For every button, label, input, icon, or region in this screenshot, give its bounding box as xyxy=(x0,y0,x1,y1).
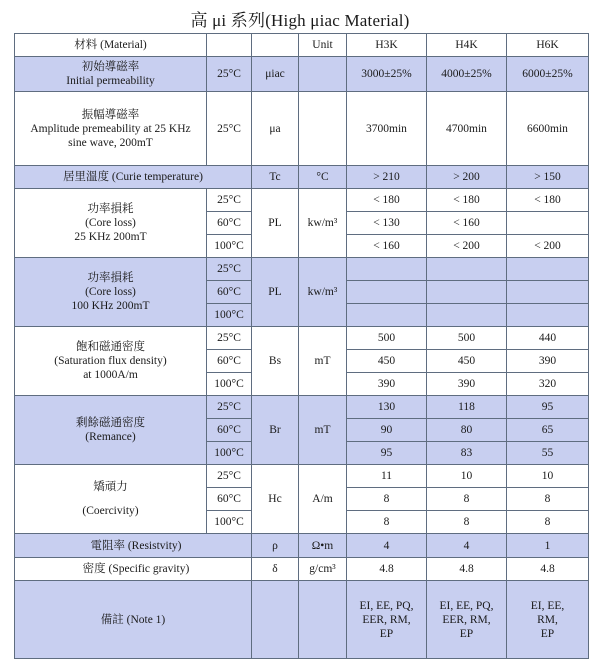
initial-unit: μiac xyxy=(252,57,299,92)
saturation-temp: 60°C xyxy=(207,350,252,373)
header-h3k: H3K xyxy=(347,34,427,57)
note-h3k-line: EER, RM, xyxy=(362,613,411,626)
resistivity-unit: Ω•m xyxy=(299,534,347,558)
blank-cell xyxy=(299,57,347,92)
header-blank xyxy=(207,34,252,57)
saturation-label-en1: (Saturation flux density) xyxy=(54,355,167,367)
resistivity-h6k: 1 xyxy=(507,534,589,558)
coercivity-h3k: 8 xyxy=(347,488,427,511)
remanence-label-cn: 剩餘磁通密度 xyxy=(76,417,145,429)
initial-h3k: 3000±25% xyxy=(347,57,427,92)
coercivity-h3k: 11 xyxy=(347,465,427,488)
loss100-temp: 60°C xyxy=(207,281,252,304)
curie-label: 居里溫度 (Curie temperature) xyxy=(15,166,252,189)
table-row xyxy=(15,465,589,488)
loss25-label-en2: 25 KHz 200mT xyxy=(74,231,147,243)
saturation-h6k: 390 xyxy=(507,350,589,373)
header-unit: Unit xyxy=(299,34,347,57)
initial-h4k: 4000±25% xyxy=(427,57,507,92)
amplitude-label-cn: 振幅導磁率 xyxy=(81,108,140,121)
loss100-h4k xyxy=(427,304,507,327)
note-h4k-line: EI, EE, PQ, xyxy=(439,599,494,612)
amplitude-h4k: 4700min xyxy=(427,92,507,166)
loss25-h6k: < 200 xyxy=(507,235,589,258)
remanence-symbol: Br xyxy=(252,396,299,465)
remanence-h4k: 118 xyxy=(427,396,507,419)
coercivity-h6k: 8 xyxy=(507,511,589,534)
loss100-temp: 25°C xyxy=(207,258,252,281)
coercivity-temp: 25°C xyxy=(207,465,252,488)
loss25-symbol: PL xyxy=(252,189,299,258)
remanence-h4k: 80 xyxy=(427,419,507,442)
remanence-label-en: (Remance) xyxy=(85,431,136,443)
resistivity-label: 電阻率 (Resistvity) xyxy=(15,534,252,558)
blank-cell xyxy=(299,581,347,659)
loss25-h4k: < 180 xyxy=(427,189,507,212)
coercivity-temp: 60°C xyxy=(207,488,252,511)
table-row xyxy=(15,92,589,166)
amplitude-label-en2: sine wave, 200mT xyxy=(68,136,153,149)
note-label: 備註 (Note 1) xyxy=(15,581,252,659)
coercivity-h6k: 10 xyxy=(507,465,589,488)
loss25-label-cn: 功率損耗 xyxy=(87,203,134,215)
table-row xyxy=(15,396,589,419)
loss25-h3k: < 130 xyxy=(347,212,427,235)
note-h3k-line: EI, EE, PQ, xyxy=(359,599,414,612)
coercivity-temp: 100°C xyxy=(207,511,252,534)
coercivity-symbol: Hc xyxy=(252,465,299,534)
note-h4k xyxy=(427,581,507,659)
note-h3k-line: EP xyxy=(379,627,394,640)
note-h6k-line: RM, xyxy=(537,613,558,626)
amplitude-label-en1: Amplitude premeability at 25 KHz xyxy=(30,122,191,135)
amplitude-temp: 25°C xyxy=(207,92,252,166)
loss25-h4k: < 160 xyxy=(427,212,507,235)
header-row xyxy=(15,34,589,57)
table-row xyxy=(15,534,589,558)
coercivity-h4k: 10 xyxy=(427,465,507,488)
amplitude-unit: μa xyxy=(252,92,299,166)
saturation-unit: mT xyxy=(299,327,347,396)
table-row xyxy=(15,581,589,659)
loss25-h4k: < 200 xyxy=(427,235,507,258)
curie-unit: °C xyxy=(299,166,347,189)
table-row xyxy=(15,189,589,212)
remanence-h3k: 90 xyxy=(347,419,427,442)
saturation-h4k: 390 xyxy=(427,373,507,396)
density-label: 密度 (Specific gravity) xyxy=(15,558,252,581)
table-row xyxy=(15,57,589,92)
coercivity-label xyxy=(15,465,207,534)
loss100-h3k xyxy=(347,304,427,327)
header-h6k: H6K xyxy=(507,34,589,57)
density-unit: g/cm³ xyxy=(299,558,347,581)
coercivity-h4k: 8 xyxy=(427,511,507,534)
loss100-h6k xyxy=(507,304,589,327)
coercivity-unit: A/m xyxy=(299,465,347,534)
coercivity-label-cn: 矯頑力 xyxy=(93,481,128,493)
initial-permeability-label xyxy=(15,57,207,92)
loss100-label-cn: 功率損耗 xyxy=(87,272,134,284)
note-h4k-line: EER, RM, xyxy=(442,613,491,626)
initial-label-cn: 初始導磁率 xyxy=(81,61,140,73)
header-blank xyxy=(252,34,299,57)
table-row xyxy=(15,258,589,281)
loss25-h3k: < 160 xyxy=(347,235,427,258)
loss25-temp: 25°C xyxy=(207,189,252,212)
amplitude-h6k: 6600min xyxy=(507,92,589,166)
loss100-h6k xyxy=(507,281,589,304)
loss25-unit: kw/m³ xyxy=(299,189,347,258)
initial-temp: 25°C xyxy=(207,57,252,92)
saturation-h4k: 450 xyxy=(427,350,507,373)
saturation-h4k: 500 xyxy=(427,327,507,350)
loss100-label xyxy=(15,258,207,327)
density-h3k: 4.8 xyxy=(347,558,427,581)
saturation-h3k: 500 xyxy=(347,327,427,350)
saturation-h6k: 440 xyxy=(507,327,589,350)
loss25-temp: 60°C xyxy=(207,212,252,235)
resistivity-h4k: 4 xyxy=(427,534,507,558)
loss25-label-en1: (Core loss) xyxy=(85,217,136,229)
loss100-label-en2: 100 KHz 200mT xyxy=(71,300,150,312)
remanence-h3k: 130 xyxy=(347,396,427,419)
note-h4k-line: EP xyxy=(459,627,474,640)
saturation-symbol: Bs xyxy=(252,327,299,396)
coercivity-h3k: 8 xyxy=(347,511,427,534)
saturation-temp: 100°C xyxy=(207,373,252,396)
header-material: 材料 (Material) xyxy=(15,34,207,57)
initial-h6k: 6000±25% xyxy=(507,57,589,92)
density-symbol: δ xyxy=(252,558,299,581)
remanence-h6k: 95 xyxy=(507,396,589,419)
loss25-h3k: < 180 xyxy=(347,189,427,212)
table-row xyxy=(15,327,589,350)
material-spec-table xyxy=(14,33,589,659)
resistivity-h3k: 4 xyxy=(347,534,427,558)
loss25-label xyxy=(15,189,207,258)
remanence-temp: 100°C xyxy=(207,442,252,465)
loss25-h6k: < 180 xyxy=(507,189,589,212)
header-h4k: H4K xyxy=(427,34,507,57)
saturation-label-en2: at 1000A/m xyxy=(83,369,138,381)
saturation-label xyxy=(15,327,207,396)
saturation-label-cn: 飽和磁通密度 xyxy=(76,341,145,353)
loss25-temp: 100°C xyxy=(207,235,252,258)
saturation-h3k: 390 xyxy=(347,373,427,396)
loss100-unit: kw/m³ xyxy=(299,258,347,327)
remanence-h4k: 83 xyxy=(427,442,507,465)
table-row xyxy=(15,558,589,581)
saturation-h6k: 320 xyxy=(507,373,589,396)
saturation-temp: 25°C xyxy=(207,327,252,350)
remanence-label xyxy=(15,396,207,465)
page-title: 高 μi 系列(High μiac Material) xyxy=(190,11,410,30)
coercivity-h6k: 8 xyxy=(507,488,589,511)
loss100-h4k xyxy=(427,281,507,304)
remanence-temp: 60°C xyxy=(207,419,252,442)
loss100-h6k xyxy=(507,258,589,281)
initial-label-en: Initial permeability xyxy=(66,75,155,87)
curie-h4k: > 200 xyxy=(427,166,507,189)
loss100-temp: 100°C xyxy=(207,304,252,327)
density-h4k: 4.8 xyxy=(427,558,507,581)
saturation-h3k: 450 xyxy=(347,350,427,373)
density-h6k: 4.8 xyxy=(507,558,589,581)
blank-cell xyxy=(252,581,299,659)
resistivity-symbol: ρ xyxy=(252,534,299,558)
loss25-h6k xyxy=(507,212,589,235)
note-h6k-line: EP xyxy=(540,627,555,640)
table-row xyxy=(15,166,589,189)
loss100-label-en1: (Core loss) xyxy=(85,286,136,298)
coercivity-h4k: 8 xyxy=(427,488,507,511)
curie-h6k: > 150 xyxy=(507,166,589,189)
note-h6k xyxy=(507,581,589,659)
note-h6k-line: EI, EE, xyxy=(530,599,565,612)
loss100-symbol: PL xyxy=(252,258,299,327)
remanence-h6k: 55 xyxy=(507,442,589,465)
remanence-unit: mT xyxy=(299,396,347,465)
coercivity-label-en: (Coercivity) xyxy=(82,505,139,517)
loss100-h4k xyxy=(427,258,507,281)
blank-cell xyxy=(299,92,347,166)
note-h3k xyxy=(347,581,427,659)
remanence-h6k: 65 xyxy=(507,419,589,442)
amplitude-h3k: 3700min xyxy=(347,92,427,166)
loss100-h3k xyxy=(347,258,427,281)
loss100-h3k xyxy=(347,281,427,304)
remanence-h3k: 95 xyxy=(347,442,427,465)
amplitude-permeability-label xyxy=(15,92,207,166)
remanence-temp: 25°C xyxy=(207,396,252,419)
curie-h3k: > 210 xyxy=(347,166,427,189)
curie-symbol: Tc xyxy=(252,166,299,189)
